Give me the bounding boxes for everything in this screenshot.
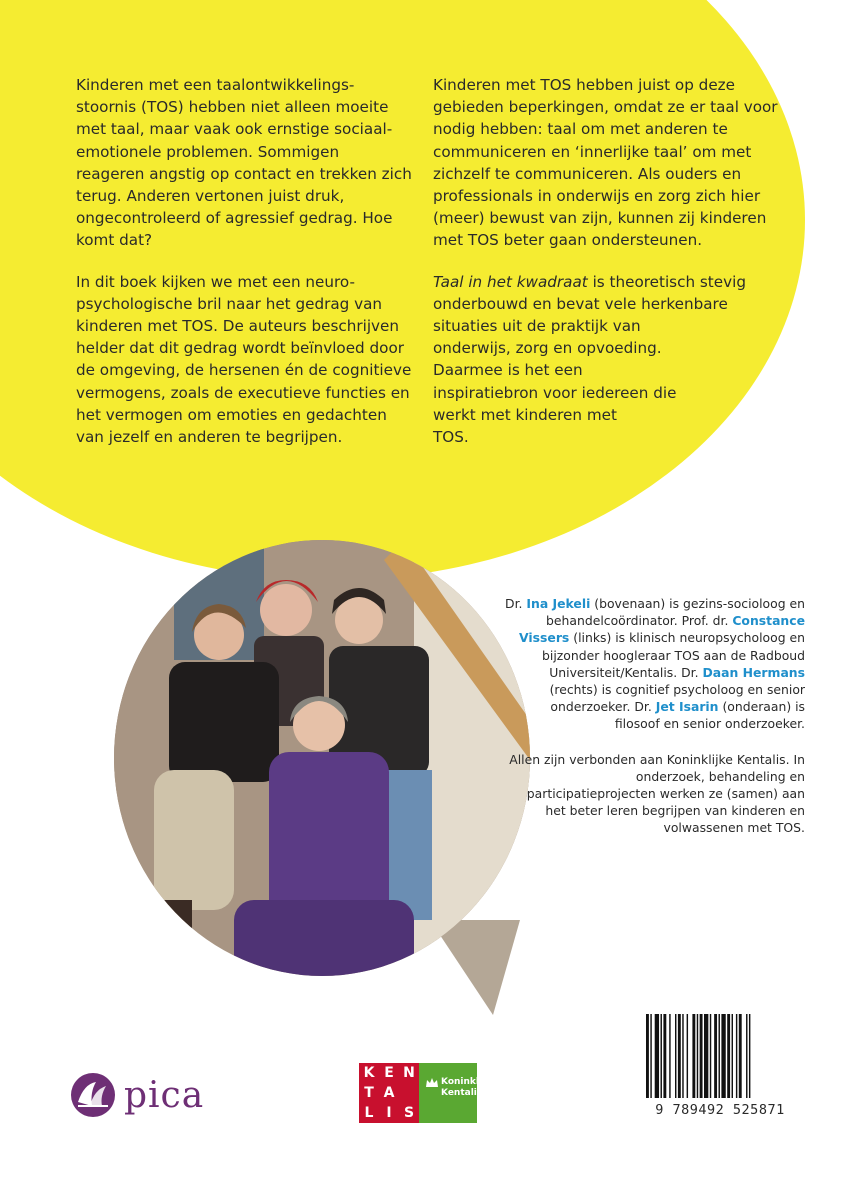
barcode-bar — [682, 1014, 683, 1098]
author-bio-paragraph — [505, 595, 805, 733]
barcode-bar — [714, 1014, 717, 1098]
barcode-bar — [675, 1014, 676, 1098]
barcode-bar — [727, 1014, 730, 1098]
bio-text: (bovenaan) is gezins-socioloog en behandelcoördinator. Prof. dr. — [546, 596, 805, 629]
body-paragraph-1: Kinderen met TOS hebben juist op deze gebieden beperkingen, omdat ze er taal voor nodig hebben: taal om met anderen te communiceren en ‘innerlijke taal’ om met zichzelf te communiceren. Als ouders en professionals in onderwijs en zorg zich hier (meer) bewust van zijn, kunnen zij kinderen met TOS beter gaan ondersteunen. — [433, 76, 778, 250]
crown-icon — [425, 1077, 439, 1089]
pica-emblem-icon — [70, 1072, 116, 1118]
barcode-bar — [700, 1014, 703, 1098]
pica-logo — [70, 1072, 204, 1118]
kentalis-text-line-2: Kentalis — [441, 1088, 483, 1098]
book-title: Taal in het kwadraat — [433, 272, 588, 291]
kentalis-letter: N — [403, 1065, 415, 1081]
affiliation-paragraph: Allen zijn verbonden aan Koninklijke Kentalis. In onderzoek, behandeling en participatieprojecten werken ze (samen) aan het beter leren begrijpen van kinderen en volwassenen met TOS. — [509, 751, 805, 836]
pica-wordmark: pica — [124, 1074, 205, 1116]
barcode-bar — [692, 1014, 695, 1098]
barcode-bar — [739, 1014, 742, 1098]
barcode-bar — [669, 1014, 670, 1098]
barcode-bar — [710, 1014, 711, 1098]
barcode-bar — [655, 1014, 659, 1098]
barcode-bar — [736, 1014, 737, 1098]
author-bios — [505, 595, 805, 855]
kentalis-letter: I — [386, 1105, 392, 1121]
body-paragraph-2-rest: is theoretisch stevig onderbouwd en bevat vele herkenbare situaties uit de praktijk van onderwijs, zorg en opvoeding. Daarmee is het een inspiratiebron voor iedereen die werkt met kinderen met TOS. — [433, 272, 746, 447]
kentalis-letter: T — [364, 1085, 374, 1101]
barcode-bar — [704, 1014, 708, 1098]
kentalis-letter: S — [403, 1105, 415, 1121]
kentalis-letter: L — [364, 1105, 374, 1121]
kentalis-logo — [359, 1063, 497, 1123]
barcode-bar — [678, 1014, 681, 1098]
barcode-bar — [746, 1014, 747, 1098]
kentalis-letter: E — [384, 1065, 394, 1081]
author-name-constance-vissers: Constance Vissers — [519, 613, 805, 646]
intro-paragraph-2: In dit boek kijken we met een neuro-psychologische bril naar het gedrag van kinderen met TOS. De auteurs beschrijven helder dat dit gedrag wordt beïnvloed door de omgeving, de hersenen én de cognitieve vermogens, zoals de executieve functies en het vermogen om emoties en gedachten van jezelf en anderen te begrijpen. — [76, 272, 412, 447]
bio-text: Dr. — [505, 596, 527, 611]
isbn-number: 9 789492 525871 — [655, 1102, 785, 1118]
barcode-bar — [650, 1014, 651, 1098]
intro-paragraph-1: Kinderen met een taalontwikkelings-stoornis (TOS) hebben niet alleen moeite met taal, maar vaak ook ernstige sociaal-emotionele problemen. Sommigen reageren angstig op contact en trekken zich terug. Anderen vertonen juist druk, ongecontroleerd of agressief gedrag. Hoe komt dat? — [76, 76, 412, 250]
barcode-bar — [719, 1014, 720, 1098]
barcode — [640, 1010, 800, 1128]
bio-text: (onderaan) is filosoof en senior onderzoeker. — [614, 699, 805, 732]
barcode-bar — [687, 1014, 688, 1098]
intro-text-left — [76, 74, 422, 504]
bio-text: (links) is klinisch neuropsycholoog en bijzonder hoogleraar TOS aan de Radboud Universiteit/Kentalis. Dr. — [542, 630, 805, 680]
intro-text-right — [433, 74, 793, 590]
kentalis-letter-grid — [359, 1063, 419, 1123]
kentalis-letter: K — [363, 1065, 375, 1081]
barcode-bar — [749, 1014, 750, 1098]
barcode-bar — [661, 1014, 662, 1098]
authors-photo-illustration — [114, 540, 530, 976]
kentalis-name-panel — [419, 1063, 497, 1123]
barcode-bars — [640, 1010, 800, 1100]
barcode-bar — [663, 1014, 666, 1098]
kentalis-text-line-1: Koninklijke — [441, 1077, 497, 1087]
authors-photo — [114, 540, 530, 976]
kentalis-letter — [399, 1083, 419, 1103]
kentalis-letter: A — [383, 1085, 395, 1101]
barcode-bar — [697, 1014, 698, 1098]
barcode-bar — [721, 1014, 725, 1098]
author-name-jet-isarin: Jet Isarin — [655, 699, 719, 715]
barcode-bar — [646, 1014, 649, 1098]
bio-text: (rechts) is cognitief psycholoog en senior onderzoeker. Dr. — [549, 682, 805, 715]
author-name-daan-hermans: Daan Hermans — [702, 664, 805, 680]
barcode-bar — [732, 1014, 733, 1098]
author-name-ina-jekeli: Ina Jekeli — [526, 596, 591, 611]
